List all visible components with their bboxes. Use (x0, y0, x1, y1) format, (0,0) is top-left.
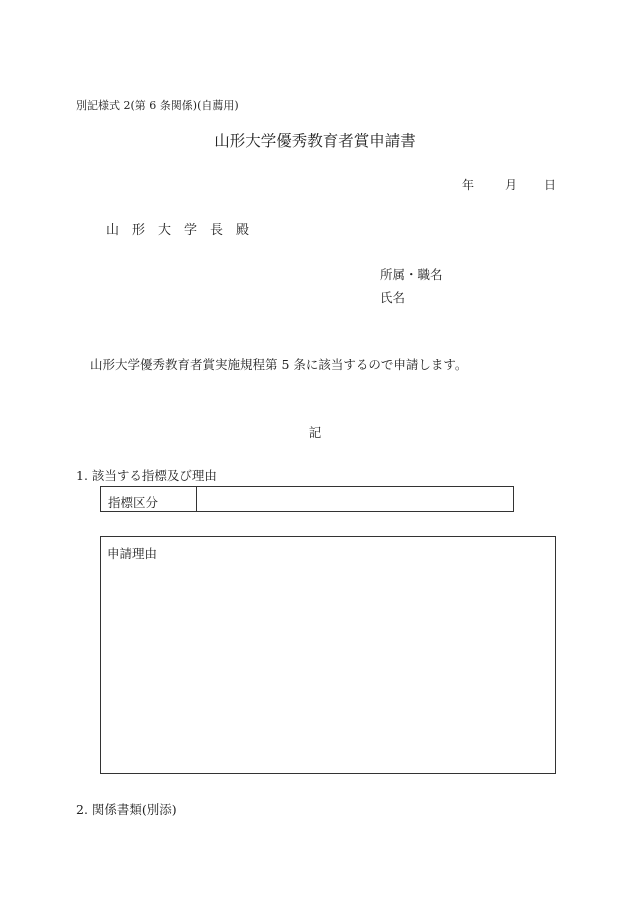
indicator-label: 指標区分 (101, 487, 197, 511)
section1-heading: 1. 該当する指標及び理由 (76, 468, 217, 483)
document-title: 山形大学優秀教育者賞申請書 (214, 132, 416, 150)
section2-heading: 2. 関係書類(別添) (76, 802, 177, 817)
addressee: 山形大学長殿 (106, 223, 263, 238)
affiliation-label: 所属・職名 (380, 267, 443, 282)
application-statement: 山形大学優秀教育者賞実施規程第 5 条に該当するので申請します。 (90, 357, 468, 372)
form-number-label: 別記様式 2(第 6 条関係)(自薦用) (76, 99, 239, 112)
date-year-label: 年 (462, 178, 475, 192)
reason-field[interactable] (100, 536, 556, 774)
date-month-label: 月 (505, 178, 518, 192)
reason-label: 申請理由 (107, 546, 158, 561)
ki-heading: 記 (308, 425, 322, 440)
indicator-table (100, 486, 514, 512)
date-day-label: 日 (544, 178, 557, 192)
applicant-name-label: 氏名 (380, 290, 406, 305)
indicator-value-field[interactable] (197, 487, 513, 511)
